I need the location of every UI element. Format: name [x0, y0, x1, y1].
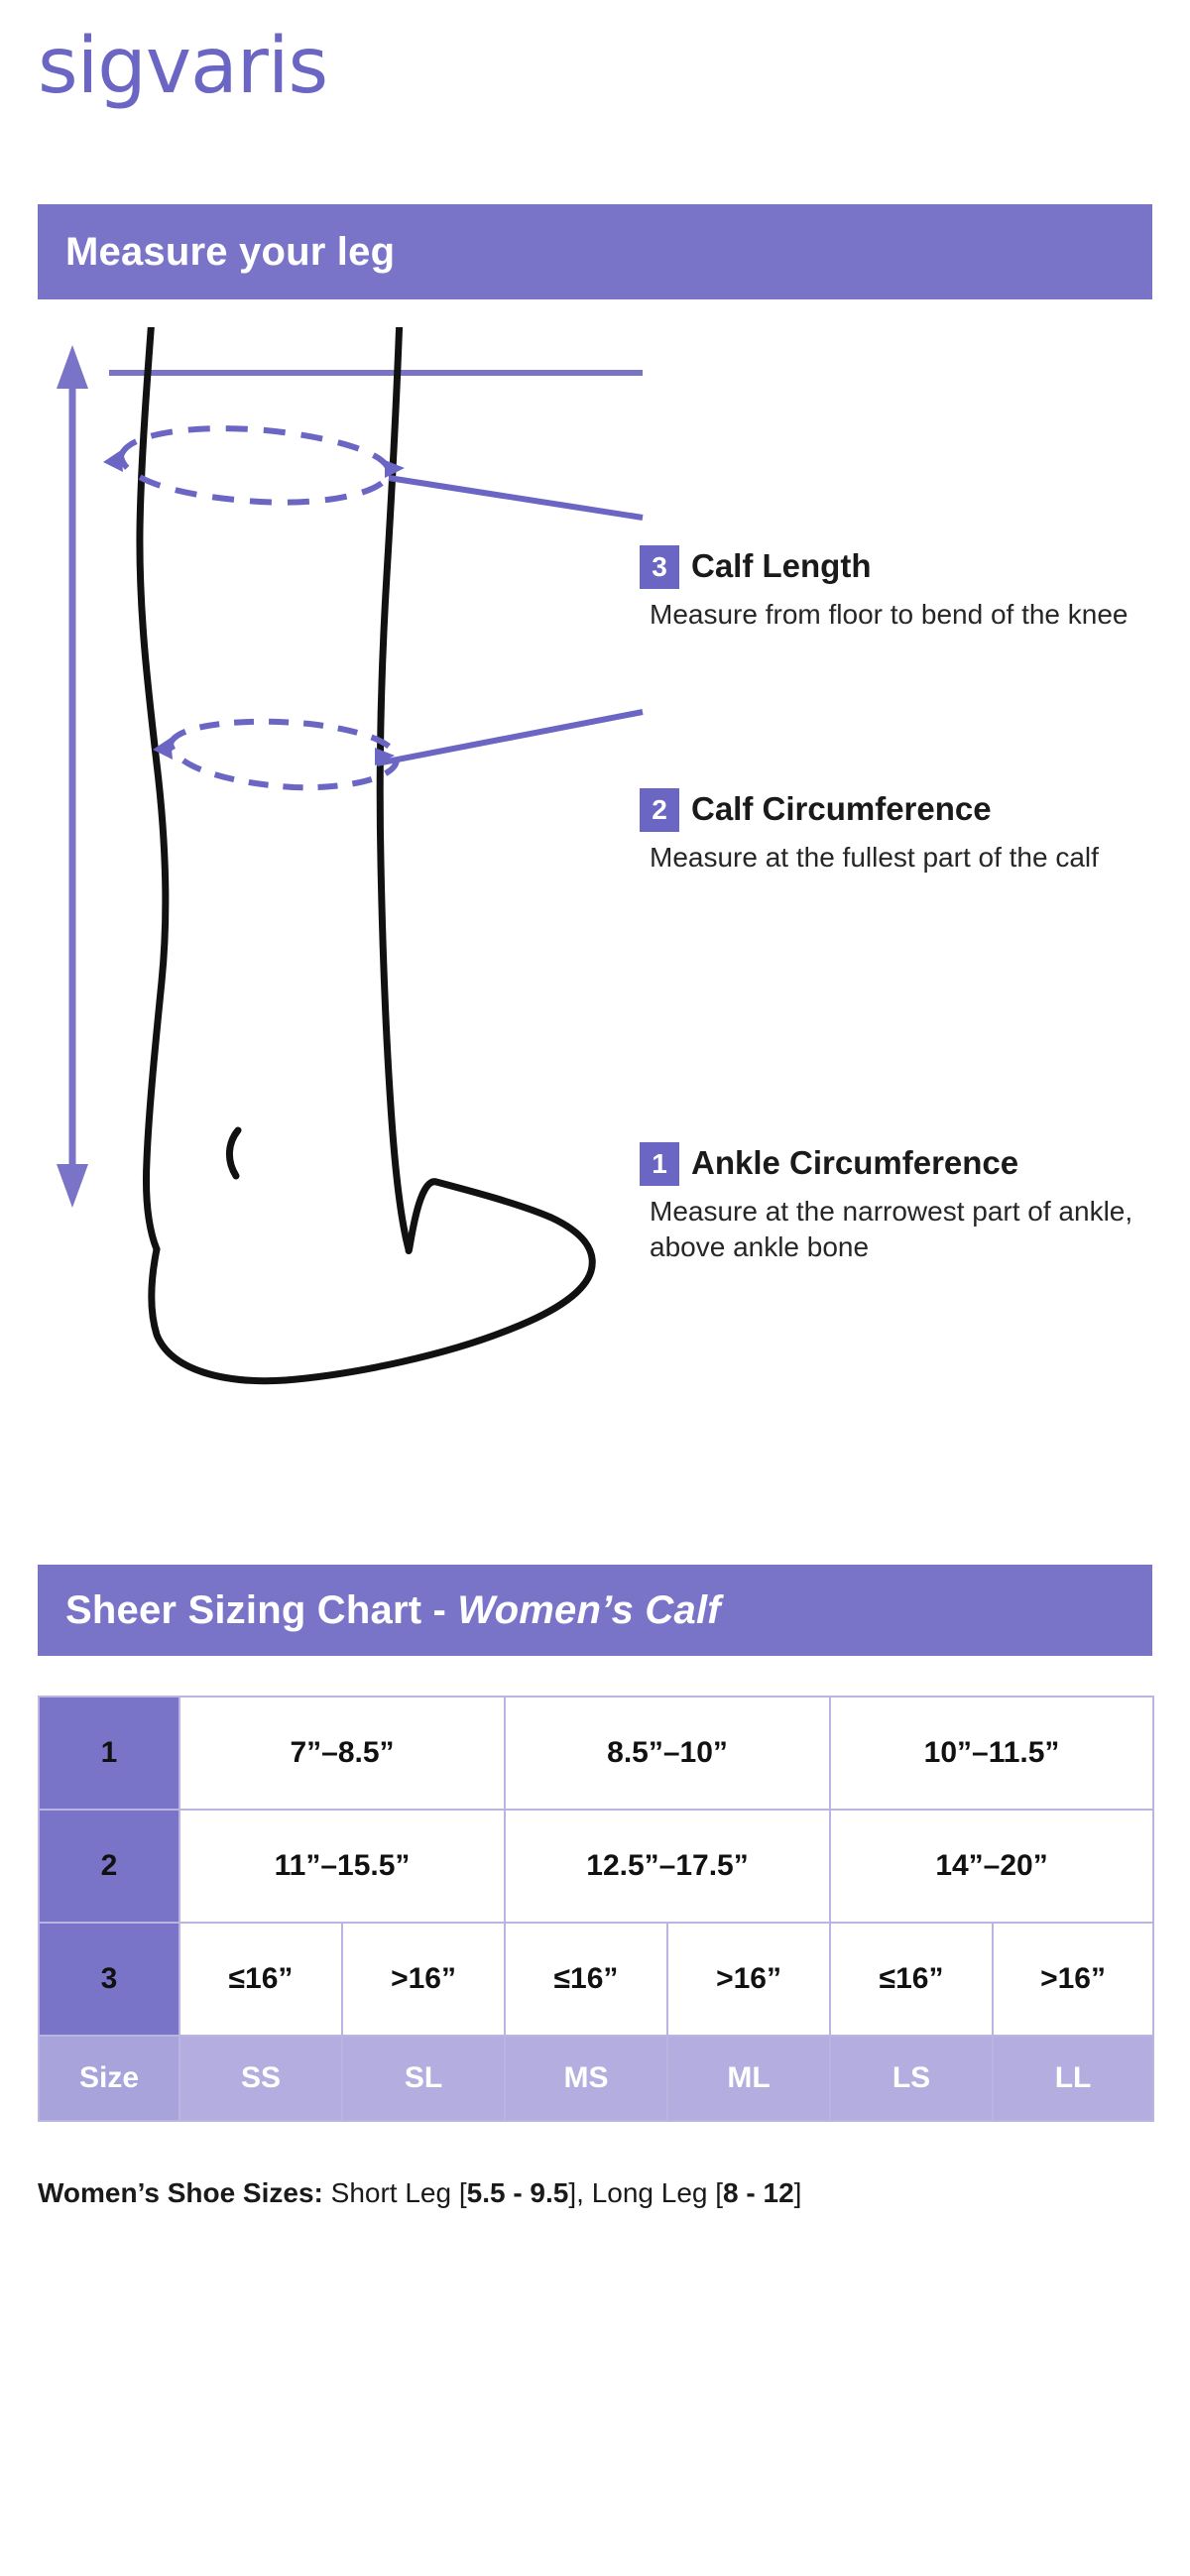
table-row	[39, 1810, 1153, 1923]
table-cell: MS	[505, 2036, 667, 2121]
callout-title-calf-circumference: Calf Circumference	[691, 790, 992, 827]
footnote-long-value: 8 - 12	[723, 2177, 794, 2208]
footnote-label: Women’s Shoe Sizes:	[38, 2177, 323, 2208]
calf-circumference-ellipse	[121, 428, 389, 503]
table-row-label: 1	[39, 1697, 179, 1810]
leg-outline	[140, 327, 592, 1381]
sizing-section-title	[38, 1588, 721, 1633]
sizing-title-main: Sheer Sizing Chart -	[65, 1587, 458, 1632]
table-row	[39, 1697, 1153, 1810]
arrow-head-down	[57, 1164, 88, 1208]
table-cell: 10”–11.5”	[830, 1697, 1153, 1810]
table-cell: ≤16”	[505, 1923, 667, 2036]
footnote-short-text: Short Leg [	[322, 2177, 467, 2208]
shoe-size-footnote	[38, 2177, 1152, 2209]
table-cell: 11”–15.5”	[179, 1810, 505, 1923]
callout-number-3: 3	[640, 545, 679, 589]
table-cell: >16”	[667, 1923, 830, 2036]
table-row-label: 3	[39, 1923, 179, 2036]
sizing-section-header	[38, 1565, 1152, 1656]
callout-number-2: 2	[640, 788, 679, 832]
table-cell: ML	[667, 2036, 830, 2121]
brand-logo: sigvaris	[38, 22, 328, 111]
sizing-table-wrapper	[38, 1696, 1152, 2122]
callout-desc-calf-circumference: Measure at the fullest part of the calf	[650, 842, 1099, 873]
footnote-short-value: 5.5 - 9.5	[466, 2177, 569, 2208]
table-cell: SL	[342, 2036, 505, 2121]
table-cell: >16”	[342, 1923, 505, 2036]
sizing-table	[38, 1696, 1154, 2122]
calf-circumference-leader-line	[389, 478, 643, 518]
ankle-circumference-ellipse	[171, 722, 397, 787]
table-row	[39, 2036, 1153, 2121]
sizing-title-italic: Women’s Calf	[457, 1587, 721, 1632]
table-row-label: Size	[39, 2036, 179, 2121]
table-cell: 12.5”–17.5”	[505, 1810, 830, 1923]
ankle-circumference-leader-line	[377, 712, 643, 763]
leg-diagram	[0, 327, 1190, 1527]
table-cell: LS	[830, 2036, 993, 2121]
table-cell: 14”–20”	[830, 1810, 1153, 1923]
callout-desc-calf-length: Measure from floor to bend of the knee	[650, 599, 1129, 630]
table-cell: 8.5”–10”	[505, 1697, 830, 1810]
table-row-label: 2	[39, 1810, 179, 1923]
leg-illustration-svg	[0, 327, 1190, 1527]
table-cell: ≤16”	[830, 1923, 993, 2036]
footnote-mid-text: ], Long Leg [	[568, 2177, 724, 2208]
callout-title-calf-length: Calf Length	[691, 547, 872, 584]
callout-desc-ankle-circumference: Measure at the narrowest part of ankle, above ankle bone	[650, 1196, 1133, 1262]
callout-title-ankle-circumference: Ankle Circumference	[691, 1144, 1019, 1181]
table-cell: 7”–8.5”	[179, 1697, 505, 1810]
calf-ellipse-arrow-left	[103, 450, 123, 472]
arrow-head-up	[57, 345, 88, 389]
measure-section-header	[38, 204, 1152, 299]
measure-section-title: Measure your leg	[65, 229, 396, 274]
callout-number-1: 1	[640, 1142, 679, 1186]
table-cell: SS	[179, 2036, 342, 2121]
table-row	[39, 1923, 1153, 2036]
table-cell: LL	[993, 2036, 1153, 2121]
table-cell: >16”	[993, 1923, 1153, 2036]
table-cell: ≤16”	[179, 1923, 342, 2036]
footnote-end-text: ]	[793, 2177, 802, 2208]
